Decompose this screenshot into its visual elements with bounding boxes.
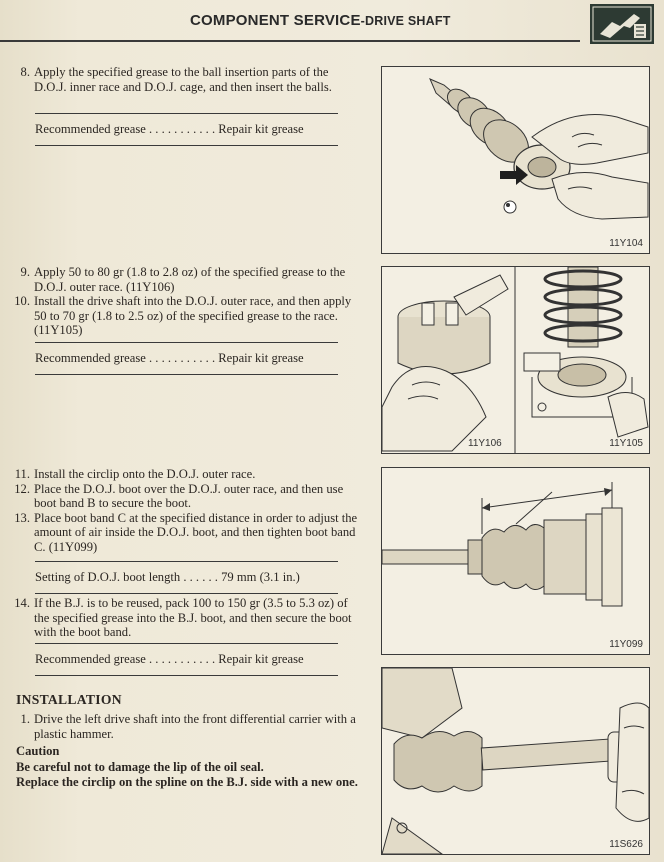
page-header bbox=[0, 0, 664, 44]
page-title: COMPONENT SERVICE-DRIVE SHAFT bbox=[190, 12, 451, 29]
caution-line: Replace the circlip on the spline on the B.J. side with a new one. bbox=[16, 775, 358, 789]
installation-steps bbox=[8, 712, 360, 741]
steps-section-a bbox=[8, 65, 360, 94]
outer-race-grease-illustration bbox=[382, 267, 649, 453]
step-item: 13. Place boot band C at the specified distance in order to adjust the amount of air inside the D.O.J. boot, and then tighten boot band C. (11Y099) bbox=[14, 510, 358, 554]
step-item: 14. If the B.J. is to be reused, pack 100 to 150 gr (3.5 to 5.3 oz) of the specified grease into the B.J. boot, and then secure the boot with the boot band. bbox=[14, 596, 352, 640]
figure-label: 11Y099 bbox=[609, 639, 643, 650]
step-item: 12. Place the D.O.J. boot over the D.O.J. outer race, and then use boot band B to secure the boot. bbox=[14, 481, 344, 511]
step-item: 10. Install the drive shaft into the D.O.J. outer race, and then apply 50 to 70 gr (1.8 to 2.5 oz) of the specified grease to the race. (11Y105) bbox=[14, 294, 352, 338]
caution-heading: Caution bbox=[16, 744, 60, 758]
step-item: 8. Apply the specified grease to the ball insertion parts of the D.O.J. inner race and D.O.J. cage, and then insert the balls. bbox=[20, 65, 332, 94]
spec-row-grease-d: Recommended grease . . . . . . . . . . . Repair kit grease bbox=[35, 643, 338, 676]
spec-row-grease-b: Recommended grease . . . . . . . . . . . Repair kit grease bbox=[35, 342, 338, 375]
figure-11y104 bbox=[381, 66, 650, 254]
drive-shaft-installation-illustration bbox=[382, 668, 649, 854]
header-rule bbox=[0, 40, 580, 42]
figure-label: 11S626 bbox=[609, 839, 643, 850]
step-item: 11. Install the circlip onto the D.O.J. outer race. bbox=[14, 467, 256, 481]
figure-11y106-11y105 bbox=[381, 266, 650, 454]
spec-row-grease-a: Recommended grease . . . . . . . . . . . Repair kit grease bbox=[35, 113, 338, 146]
steps-section-d bbox=[8, 596, 360, 640]
boot-length-illustration bbox=[382, 468, 649, 654]
step-item: 1. Drive the left drive shaft into the front differential carrier with a plastic hammer. bbox=[20, 712, 356, 741]
figure-11y099 bbox=[381, 467, 650, 655]
figure-label: 11Y104 bbox=[609, 238, 643, 249]
drive-shaft-ball-insertion-illustration bbox=[382, 67, 649, 253]
figure-11s626 bbox=[381, 667, 650, 855]
service-manual-logo-icon bbox=[590, 4, 654, 44]
spec-row-boot-length: Setting of D.O.J. boot length . . . . . . 79 mm (3.1 in.) bbox=[35, 561, 338, 594]
steps-section-b bbox=[8, 265, 360, 338]
installation-heading: INSTALLATION bbox=[16, 692, 122, 707]
figure-label-right: 11Y105 bbox=[609, 438, 643, 449]
caution-line: Be careful not to damage the lip of the oil seal. bbox=[16, 760, 264, 774]
step-item: 9. Apply 50 to 80 gr (1.8 to 2.8 oz) of the specified grease to the D.O.J. outer race. (11Y106) bbox=[20, 265, 346, 294]
figure-label-left: 11Y106 bbox=[468, 438, 502, 449]
caution-text bbox=[16, 760, 366, 790]
steps-section-c bbox=[8, 467, 360, 555]
